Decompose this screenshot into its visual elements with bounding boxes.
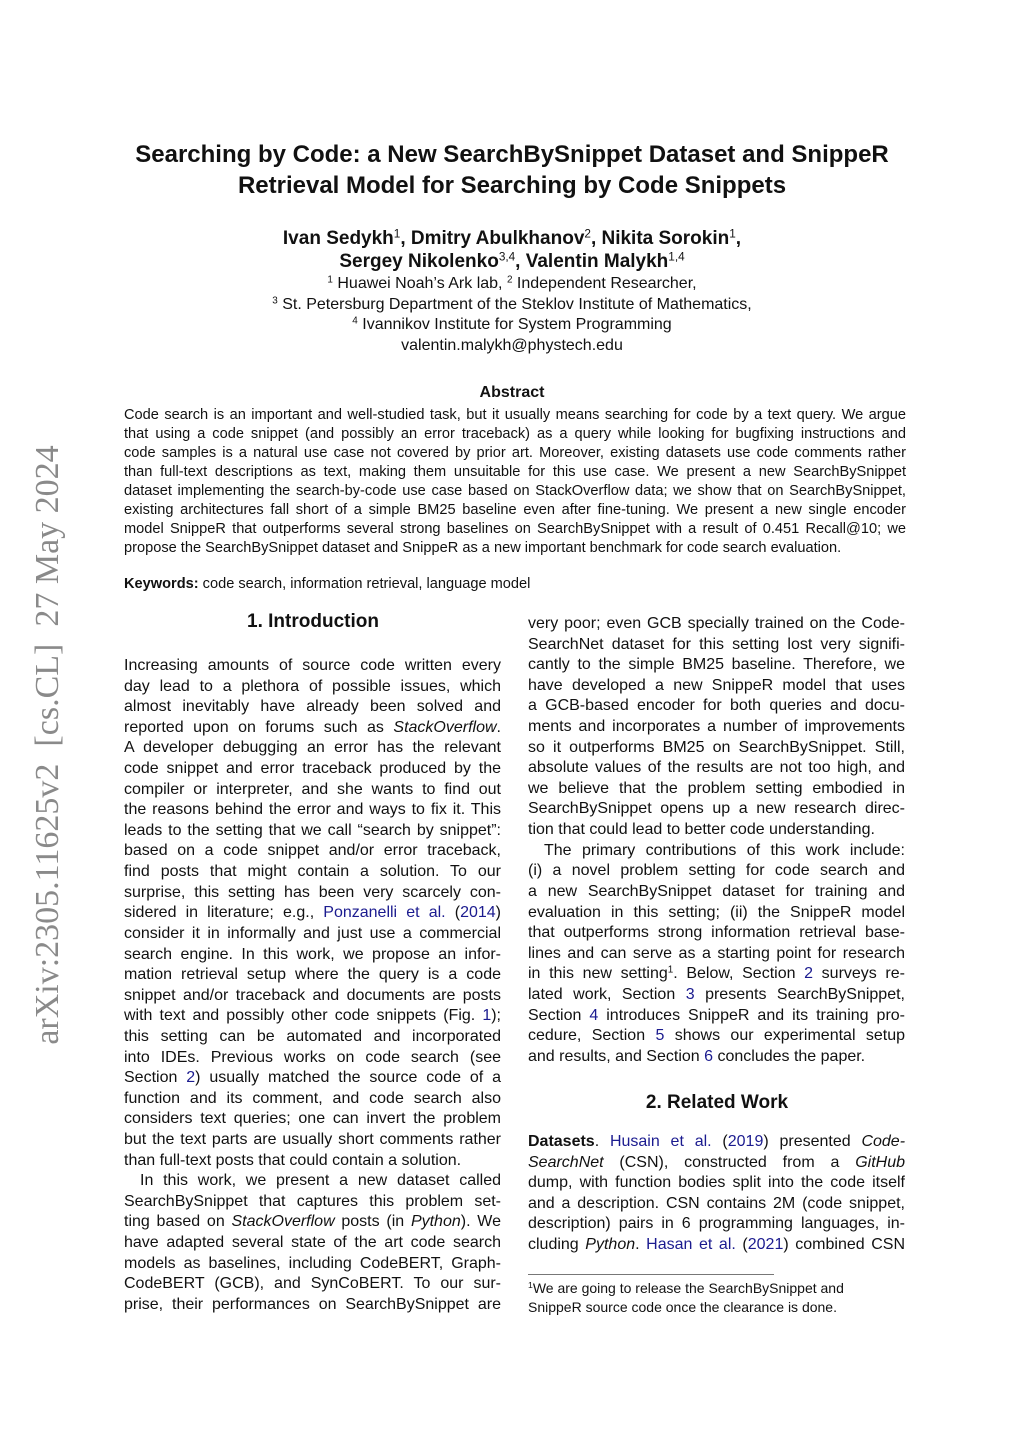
text-line bbox=[0, 315, 1024, 336]
text-span: ( bbox=[711, 1133, 728, 1150]
text-span: ( bbox=[735, 1236, 748, 1254]
text-line: into IDEs. Previous works on code search (see bbox=[124, 1048, 501, 1066]
text-span: ting based on bbox=[124, 1213, 232, 1231]
text-line: cantly to the simple BM25 baseline. Therefore, we bbox=[528, 656, 905, 674]
citation-link[interactable]: Hasan et al. bbox=[646, 1236, 736, 1254]
text-span: St. Petersburg Department of the Steklov Institute of Mathematics, bbox=[277, 295, 752, 313]
text-line bbox=[528, 1026, 905, 1047]
abstract-line: that using a code snippet (and possibly an error traceback) as a query while looking for bugfixing instructions and bbox=[124, 425, 906, 442]
footnote bbox=[528, 1279, 906, 1317]
text-span: shows our experimental setup bbox=[664, 1027, 906, 1045]
text-line: so it outperforms BM25 on SearchBySnippet. Still, bbox=[528, 738, 905, 756]
citation-link[interactable]: 2014 bbox=[460, 904, 496, 922]
text-line: tion that could lead to better code understanding. bbox=[528, 821, 875, 839]
text-span: introduces SnippeR and its training pro- bbox=[598, 1006, 905, 1024]
citation-link[interactable]: 6 bbox=[704, 1047, 714, 1065]
text-line bbox=[528, 1153, 905, 1174]
text-line: models as baselines, including CodeBERT, Graph- bbox=[124, 1254, 501, 1272]
text-line: (i) a novel problem setting for code search and bbox=[528, 862, 905, 880]
text-line: very poor; even GCB specially trained on the Code- bbox=[528, 615, 905, 632]
text-span: SnippeR source code once the clearance is done. bbox=[528, 1299, 837, 1315]
text-line: we believe that the problem setting embodied in bbox=[528, 779, 905, 797]
text-line: dump, with function bodies split into the code itself bbox=[528, 1174, 905, 1192]
text-span: 2 bbox=[584, 227, 591, 241]
text-span: Section bbox=[528, 1006, 590, 1024]
text-line: SearchBySnippet opens up a new research direc- bbox=[528, 800, 905, 818]
text-line: have developed a new SnippeR model that uses bbox=[528, 676, 905, 694]
citation-link[interactable]: 2 bbox=[804, 965, 814, 983]
abstract-line: Code search is an important and well-studied task, but it usually means searching for code by a text query. We argue bbox=[124, 407, 906, 423]
abstract-line: than full-text descriptions as text, making them unsuitable for this use case. We present a new SearchBySnippet bbox=[124, 463, 906, 480]
text-line: snippet and/or traceback and documents are posts bbox=[124, 986, 501, 1004]
text-span: presents SearchBySnippet, bbox=[694, 985, 905, 1003]
text-span: ) combined CSN bbox=[783, 1236, 906, 1254]
text-span: StackOverflow bbox=[231, 1213, 335, 1231]
text-span: StackOverflow bbox=[393, 718, 497, 736]
text-line: considers text queries; one can invert the problem bbox=[124, 1110, 501, 1128]
text-line bbox=[124, 903, 501, 924]
citation-link[interactable]: 1 bbox=[482, 1007, 492, 1025]
text-span: Section bbox=[124, 1069, 187, 1087]
text-line: have adapted several state of the art code search bbox=[124, 1234, 501, 1252]
text-span: Datasets bbox=[528, 1133, 595, 1150]
text-line bbox=[528, 1132, 905, 1153]
text-line: the reasons behind the error and ways to fix it. This bbox=[124, 801, 501, 819]
text-span: Python bbox=[410, 1213, 461, 1231]
text-line: absolute values of the results are not too high, and bbox=[528, 759, 905, 777]
text-line: SearchBySnippet that captures this problem set- bbox=[124, 1192, 501, 1210]
text-span: sidered in literature; e.g., bbox=[124, 904, 324, 922]
citation-link[interactable]: 5 bbox=[655, 1027, 665, 1045]
text-span: We are going to release the SearchBySnippet and bbox=[532, 1280, 844, 1296]
text-line: surprise, this setting has been very scarcely con- bbox=[124, 883, 501, 901]
text-span: posts (in bbox=[334, 1213, 411, 1231]
text-span: Sergey Nikolenko bbox=[339, 251, 499, 272]
citation-link[interactable]: 3 bbox=[685, 985, 695, 1003]
keywords bbox=[124, 576, 530, 592]
text-line: evaluation in this setting; (ii) the SnippeR model bbox=[528, 903, 905, 921]
text-span: 1,4 bbox=[668, 250, 685, 264]
abstract-line: dataset implementing the search-by-code use case based on StackOverflow data; we show that on SearchBySnippet, bbox=[124, 482, 906, 499]
text-span: . bbox=[635, 1236, 647, 1254]
text-line: almost inevitably have already been solved and bbox=[124, 698, 501, 716]
text-line: compiler or interpreter, and she wants to find out bbox=[124, 780, 501, 798]
citation-link[interactable]: Ponzanelli et al. bbox=[323, 904, 446, 922]
text-line bbox=[528, 1047, 905, 1068]
text-line: leads to the setting that we call “search by snippet”: bbox=[124, 821, 501, 839]
text-span: Independent Researcher, bbox=[512, 275, 697, 292]
abstract-line: existing architectures fall short of a simple BM25 baseline even after fine-tuning. We present a new single encoder bbox=[124, 501, 906, 518]
text-line: CodeBERT (GCB), and SynCoBERT. To our sur- bbox=[124, 1275, 501, 1293]
text-line: than full-text posts that could contain a solution. bbox=[124, 1151, 462, 1169]
text-span: 3,4 bbox=[498, 250, 516, 264]
text-span: lated work, Section bbox=[528, 985, 686, 1003]
text-span: Ivan Sedykh bbox=[282, 228, 394, 249]
text-span: ) usually matched the source code of a bbox=[195, 1069, 501, 1087]
title-line: Searching by Code: a New SearchBySnippet Dataset and SnippeR bbox=[135, 141, 889, 168]
text-line: a new SearchBySnippet dataset for training and bbox=[528, 882, 905, 900]
text-span: , Dmitry Abulkhanov bbox=[400, 228, 585, 249]
text-span: 2 bbox=[506, 274, 513, 286]
text-span: SearchNet bbox=[528, 1153, 604, 1171]
text-span: , bbox=[735, 228, 742, 249]
text-span: concludes the paper. bbox=[713, 1047, 866, 1065]
citation-link[interactable]: 2021 bbox=[747, 1236, 784, 1254]
text-line bbox=[0, 274, 1024, 295]
text-span: cluding bbox=[528, 1236, 586, 1254]
text-span: (CSN), constructed from a bbox=[603, 1153, 856, 1171]
text-span: 1 bbox=[729, 227, 736, 241]
text-line: but the text parts are usually short comments rather bbox=[124, 1131, 501, 1149]
text-line: that outperforms strong information retrieval base- bbox=[528, 924, 905, 942]
abstract-line: propose the SearchBySnippet dataset and SnippeR as a new important benchmark for code search evaluation. bbox=[124, 539, 842, 556]
text-span: ( bbox=[445, 904, 461, 922]
text-line: consider it in informally and just use a commercial bbox=[124, 924, 501, 942]
text-line bbox=[124, 718, 501, 739]
text-span: ). We bbox=[460, 1213, 501, 1231]
related-work-body bbox=[528, 1132, 905, 1256]
text-line bbox=[0, 295, 1024, 316]
citation-link[interactable]: 2019 bbox=[727, 1133, 764, 1150]
text-line: find posts that might contain a solution. To our bbox=[124, 863, 501, 881]
abstract-line: model SnippeR that outperforms several strong baselines on SearchBySnippet with a result of 0.451 Recall@10; we bbox=[124, 520, 906, 537]
text-line: and a description. CSN contains 2M (code snippet, bbox=[528, 1194, 905, 1212]
text-span: cedure, Section bbox=[528, 1027, 656, 1045]
text-line: based on a code snippet and/or error traceback, bbox=[124, 842, 501, 860]
text-line: this setting can be automated and incorporated bbox=[124, 1027, 501, 1045]
text-span: ) bbox=[495, 904, 501, 922]
text-line bbox=[528, 1006, 905, 1027]
text-line: function and its comment, and code search also bbox=[124, 1089, 501, 1107]
text-line: description) pairs in 6 programming languages, in- bbox=[528, 1215, 905, 1233]
text-span: surveys re- bbox=[813, 965, 905, 983]
text-line bbox=[528, 1235, 905, 1256]
text-line bbox=[0, 227, 1024, 250]
text-span: . Below, Section bbox=[673, 965, 805, 983]
text-line: code snippet and error traceback produced by the bbox=[124, 760, 501, 778]
text-span: GitHub bbox=[855, 1153, 905, 1171]
text-line: The primary contributions of this work include: bbox=[544, 841, 905, 859]
keywords-text: code search, information retrieval, language model bbox=[198, 576, 531, 592]
text-line: mation retrieval setup where the query is a code bbox=[124, 966, 501, 984]
text-span: 1 bbox=[393, 227, 401, 241]
text-line bbox=[0, 250, 1024, 273]
section-heading-introduction: 1. Introduction bbox=[247, 611, 379, 632]
authors bbox=[0, 227, 1024, 273]
title-line: Retrieval Model for Searching by Code Snippets bbox=[237, 172, 787, 199]
paper-title bbox=[0, 139, 1024, 201]
text-span: , Valentin Malykh bbox=[515, 251, 669, 272]
text-line: day lead to a plethora of possible issues, which bbox=[124, 677, 501, 695]
text-span: 1 bbox=[327, 274, 333, 286]
text-line bbox=[528, 985, 905, 1006]
arxiv-stamp: arXiv:2305.11625v2 [cs.CL] 27 May 2024 bbox=[29, 445, 66, 1045]
text-span: ) presented bbox=[763, 1133, 862, 1150]
text-span: . bbox=[496, 718, 501, 736]
footnote-rule bbox=[528, 1274, 774, 1275]
text-line bbox=[528, 1279, 906, 1298]
text-span: 1 bbox=[528, 1280, 533, 1291]
text-line bbox=[124, 1006, 501, 1027]
abstract-heading: Abstract bbox=[479, 384, 545, 401]
text-line: prise, their performances on SearchBySnippet are bbox=[124, 1295, 501, 1313]
text-span: and results, and Section bbox=[528, 1047, 705, 1065]
text-span: . bbox=[594, 1133, 610, 1150]
citation-link[interactable]: Husain et al. bbox=[609, 1133, 712, 1150]
left-column bbox=[124, 656, 501, 1316]
text-span: valentin.malykh@phystech.edu bbox=[401, 337, 623, 355]
text-line bbox=[528, 964, 905, 985]
text-line: SearchNet dataset for this setting lost very signifi- bbox=[528, 635, 905, 653]
text-line: a GCB-based encoder for both queries and docu- bbox=[528, 697, 905, 715]
abstract-body bbox=[124, 406, 906, 558]
text-line: A developer debugging an error has the relevant bbox=[124, 739, 501, 757]
affiliations bbox=[0, 274, 1024, 357]
citation-link[interactable]: 2 bbox=[186, 1069, 196, 1087]
text-span: reported upon on forums such as bbox=[124, 718, 394, 736]
text-span: with text and possibly other code snippets (Fig. bbox=[124, 1007, 483, 1025]
text-span: 1 bbox=[667, 964, 674, 976]
text-line bbox=[528, 1298, 906, 1317]
text-span: 3 bbox=[272, 295, 278, 307]
section-heading-related-work: 2. Related Work bbox=[645, 1092, 789, 1113]
text-line: search engine. In this work, we propose an infor- bbox=[124, 945, 501, 963]
text-line bbox=[0, 336, 1024, 357]
text-span: Ivannikov Institute for System Programming bbox=[357, 316, 672, 334]
text-line: In this work, we present a new dataset called bbox=[140, 1172, 501, 1190]
abstract-line: code samples is a natural use case not covered by prior art. Moreover, existing datasets use code comments rather bbox=[124, 444, 906, 461]
text-line bbox=[124, 1068, 501, 1089]
text-line: Increasing amounts of source code written every bbox=[124, 657, 501, 674]
right-column bbox=[528, 614, 905, 1067]
text-span: Code- bbox=[861, 1133, 906, 1150]
keywords-label: Keywords: bbox=[124, 576, 199, 592]
text-span: ); bbox=[491, 1007, 501, 1025]
text-line: ments and incorporates a number of improvements bbox=[528, 718, 905, 736]
text-span: 4 bbox=[352, 315, 358, 327]
citation-link[interactable]: 4 bbox=[589, 1006, 599, 1024]
text-span: , Nikita Sorokin bbox=[590, 228, 730, 249]
text-line: lines and can serve as a starting point for research bbox=[528, 944, 905, 962]
text-span: Huawei Noah’s Ark lab, bbox=[332, 275, 507, 292]
text-span: in this new setting bbox=[528, 965, 668, 983]
text-line bbox=[124, 1212, 501, 1233]
text-span: Python bbox=[585, 1236, 636, 1254]
